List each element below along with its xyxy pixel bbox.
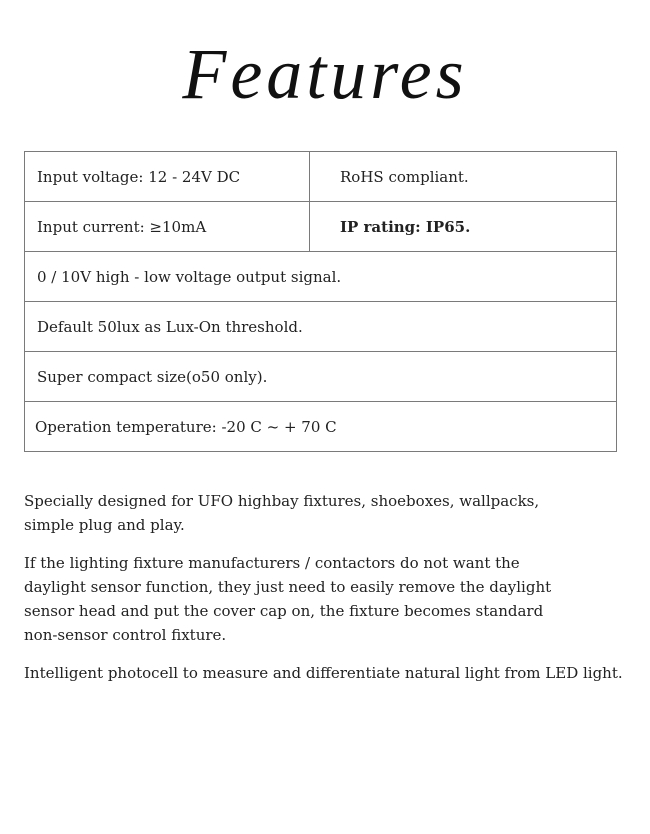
table-row [25, 252, 617, 302]
paragraph-line: If the lighting fixture manufacturers / contactors do not want the [24, 554, 520, 572]
lux-threshold-cell: Default 50lux as Lux-On threshold. [25, 302, 617, 352]
rohs-cell: RoHS compliant. [310, 152, 617, 202]
table-row [25, 202, 617, 252]
output-signal-cell: 0 / 10V high - low voltage output signal. [25, 252, 617, 302]
operation-temperature-cell: Operation temperature: -20 C ~ + 70 C [25, 402, 617, 452]
compact-size-cell: Super compact size(o50 only). [25, 352, 617, 402]
table-row [25, 152, 617, 202]
description-paragraph-1 [24, 489, 634, 537]
description-section [24, 489, 634, 699]
features-table [24, 151, 617, 452]
table-row [25, 302, 617, 352]
table-row [25, 402, 617, 452]
input-voltage-cell: Input voltage: 12 - 24V DC [25, 152, 310, 202]
paragraph-line: simple plug and play. [24, 516, 185, 534]
table-row [25, 352, 617, 402]
paragraph-line: sensor head and put the cover cap on, the fixture becomes standard [24, 602, 544, 620]
input-current-cell: Input current: ≥10mA [25, 202, 310, 252]
description-paragraph-2 [24, 551, 634, 647]
description-paragraph-3: Intelligent photocell to measure and differentiate natural light from LED light. [24, 664, 623, 682]
ip-rating-cell: IP rating: IP65. [310, 202, 617, 252]
paragraph-line: daylight sensor function, they just need to easily remove the daylight [24, 578, 552, 596]
paragraph-line: Specially designed for UFO highbay fixtures, shoeboxes, wallpacks, [24, 492, 540, 510]
paragraph-line: non-sensor control fixture. [24, 626, 227, 644]
page-title: Features [182, 34, 468, 114]
